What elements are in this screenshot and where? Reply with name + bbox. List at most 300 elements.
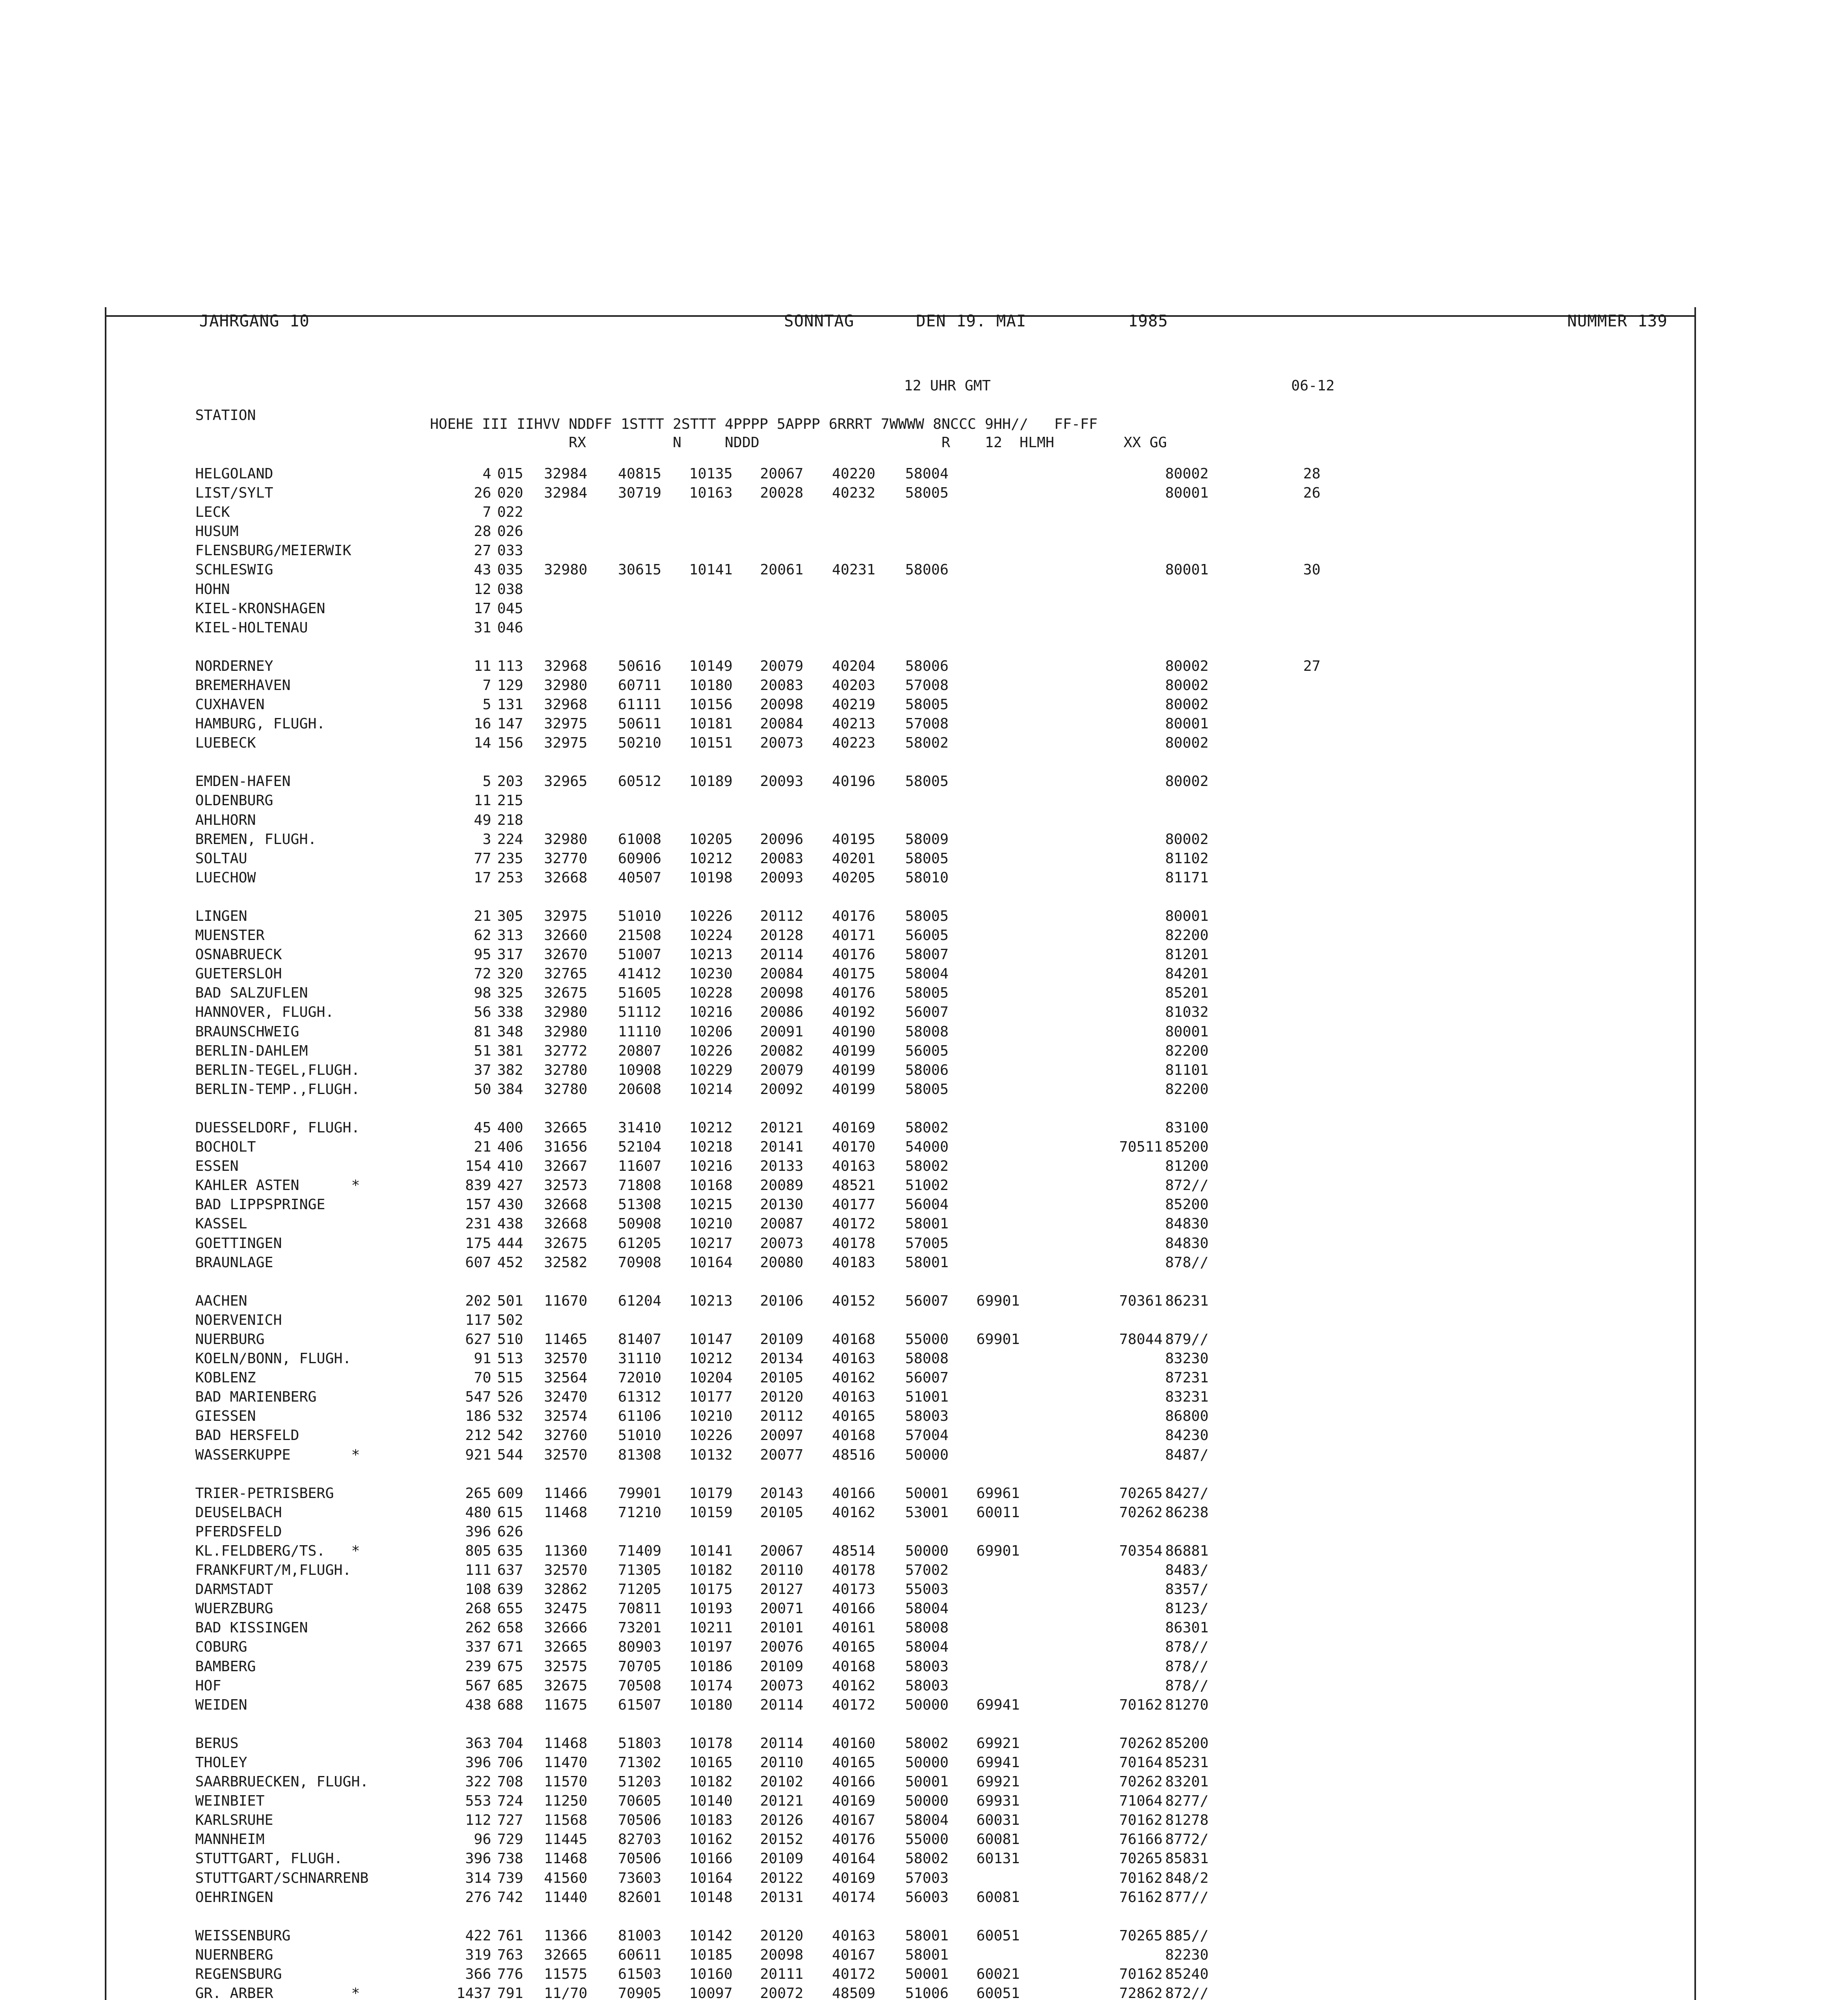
cell-value: 40177 [832, 1196, 876, 1213]
cell-value: 10198 [689, 870, 733, 886]
cell-value: 28 [1303, 466, 1321, 482]
cell-value: 81 [474, 1024, 491, 1040]
cell-value: 58005 [905, 773, 949, 790]
cell-value: 10174 [689, 1678, 733, 1694]
cell-value: 708 [497, 1774, 524, 1790]
cell-value: 81171 [1165, 870, 1209, 886]
cell-value: 727 [497, 1812, 524, 1828]
cell-value: 58005 [905, 696, 949, 713]
cell-value: 82703 [618, 1831, 662, 1848]
cell-value: 60051 [976, 1985, 1020, 2000]
cell-value: 40165 [832, 1754, 876, 1771]
cell-value: 40176 [832, 908, 876, 924]
cell-value: 406 [497, 1139, 524, 1155]
station-name: STUTTGART/SCHNARRENB [195, 1870, 369, 1886]
cell-value: 212 [465, 1427, 491, 1444]
cell-value: 239 [465, 1658, 491, 1675]
cell-value: 69931 [976, 1793, 1020, 1809]
cell-value: 045 [497, 600, 524, 617]
cell-value: 131 [497, 696, 524, 713]
cell-value: 635 [497, 1543, 524, 1559]
cell-value: 20084 [760, 716, 804, 732]
cell-value: 40167 [832, 1812, 876, 1828]
cell-value: 51001 [905, 1389, 949, 1405]
cell-value: 70162 [1119, 1966, 1163, 1982]
cell-value: 81101 [1165, 1062, 1209, 1078]
cell-value: 40163 [832, 1928, 876, 1944]
cell-value: 11468 [544, 1735, 588, 1752]
cell-value: 1437 [456, 1985, 491, 2000]
station-name: EMDEN-HAFEN [195, 773, 291, 790]
cell-value: 20079 [760, 658, 804, 674]
cell-value: 724 [497, 1793, 524, 1809]
cell-value: 40163 [832, 1350, 876, 1367]
cell-value: 20073 [760, 735, 804, 751]
cell-value: 80002 [1165, 735, 1209, 751]
cell-value: 10212 [689, 1120, 733, 1136]
cell-value: 70905 [618, 1985, 662, 2000]
cell-value: 81003 [618, 1928, 662, 1944]
cell-value: 56007 [905, 1370, 949, 1386]
station-name: LINGEN [195, 908, 248, 924]
cell-value: 685 [497, 1678, 524, 1694]
cell-value: 10142 [689, 1928, 733, 1944]
year-label: 1985 [1128, 312, 1168, 330]
cell-value: 20073 [760, 1678, 804, 1694]
cell-value: 58008 [905, 1620, 949, 1636]
station-name: BERLIN-DAHLEM [195, 1043, 308, 1059]
cell-value: 671 [497, 1639, 524, 1655]
cell-value: 96 [474, 1831, 491, 1848]
cell-value: 147 [497, 716, 524, 732]
cell-value: 32968 [544, 658, 588, 674]
cell-value: 51203 [618, 1774, 662, 1790]
cell-value: 396 [465, 1754, 491, 1771]
cell-value: 20101 [760, 1620, 804, 1636]
cell-value: 20120 [760, 1928, 804, 1944]
cell-value: 10147 [689, 1331, 733, 1348]
cell-value: 10178 [689, 1735, 733, 1752]
cell-value: 033 [497, 542, 524, 559]
cell-value: 84230 [1165, 1427, 1209, 1444]
cell-value: 70705 [618, 1658, 662, 1675]
cell-value: 32666 [544, 1620, 588, 1636]
cell-value: 58003 [905, 1658, 949, 1675]
cell-value: 313 [497, 927, 524, 944]
cell-value: 11568 [544, 1812, 588, 1828]
cell-value: 11466 [544, 1485, 588, 1502]
cell-value: 32665 [544, 1639, 588, 1655]
cell-value: 85200 [1165, 1196, 1209, 1213]
cell-value: 81200 [1165, 1158, 1209, 1174]
station-name: ESSEN [195, 1158, 239, 1174]
cell-value: 11575 [544, 1966, 588, 1982]
cell-value: 52104 [618, 1139, 662, 1155]
cell-value: 54000 [905, 1139, 949, 1155]
cell-value: 55000 [905, 1831, 949, 1848]
cell-value: 20098 [760, 696, 804, 713]
cell-value: 69921 [976, 1774, 1020, 1790]
cell-value: 10163 [689, 485, 733, 501]
cell-value: 40190 [832, 1024, 876, 1040]
cell-value: 80001 [1165, 562, 1209, 578]
station-name: REGENSBURG [195, 1966, 282, 1982]
cell-value: 40507 [618, 870, 662, 886]
cell-value: 86800 [1165, 1408, 1209, 1424]
observation-time: 12 UHR GMT [904, 378, 991, 394]
cell-value: 40168 [832, 1331, 876, 1348]
cell-value: 32668 [544, 1196, 588, 1213]
cell-value: 56005 [905, 927, 949, 944]
cell-value: 20092 [760, 1081, 804, 1098]
cell-value: 20098 [760, 1947, 804, 1963]
cell-value: 10151 [689, 735, 733, 751]
cell-value: 58009 [905, 831, 949, 848]
cell-value: 57005 [905, 1235, 949, 1252]
cell-value: 32570 [544, 1447, 588, 1463]
cell-value: 567 [465, 1678, 491, 1694]
cell-value: 11 [474, 792, 491, 809]
cell-value: 40213 [832, 716, 876, 732]
cell-value: 86881 [1165, 1543, 1209, 1559]
cell-value: 32965 [544, 773, 588, 790]
cell-value: 60031 [976, 1812, 1020, 1828]
cell-value: 71210 [618, 1504, 662, 1521]
cell-value: 396 [465, 1524, 491, 1540]
cell-value: 50000 [905, 1754, 949, 1771]
cell-value: 32772 [544, 1043, 588, 1059]
cell-value: 40160 [832, 1735, 876, 1752]
cell-value: 70164 [1119, 1754, 1163, 1771]
cell-value: 32475 [544, 1600, 588, 1617]
cell-value: 10216 [689, 1158, 733, 1174]
cell-value: 10181 [689, 716, 733, 732]
station-name: SAARBRUECKEN, FLUGH. [195, 1774, 369, 1790]
station-name: BAD MARIENBERG [195, 1389, 317, 1405]
cell-value: 704 [497, 1735, 524, 1752]
cell-value: 37 [474, 1062, 491, 1078]
station-name: THOLEY [195, 1754, 248, 1771]
cell-value: 58004 [905, 966, 949, 982]
cell-value: 320 [497, 966, 524, 982]
cell-value: 20807 [618, 1043, 662, 1059]
cell-value: 32570 [544, 1350, 588, 1367]
cell-value: 268 [465, 1600, 491, 1617]
cell-value: 80002 [1165, 658, 1209, 674]
cell-value: 11468 [544, 1850, 588, 1867]
cell-value: 51803 [618, 1735, 662, 1752]
cell-value: 70508 [618, 1678, 662, 1694]
cell-value: 10229 [689, 1062, 733, 1078]
day-label: SONNTAG [784, 312, 854, 330]
cell-value: 58003 [905, 1678, 949, 1694]
cell-value: 87231 [1165, 1370, 1209, 1386]
cell-value: 314 [465, 1870, 491, 1886]
cell-value: 40166 [832, 1774, 876, 1790]
station-name: GOETTINGEN [195, 1235, 282, 1252]
cell-value: 776 [497, 1966, 524, 1982]
cell-value: 20109 [760, 1658, 804, 1675]
cell-value: 58001 [905, 1216, 949, 1232]
cell-value: 81308 [618, 1447, 662, 1463]
cell-value: 31656 [544, 1139, 588, 1155]
cell-value: 60906 [618, 850, 662, 867]
cell-value: 55003 [905, 1581, 949, 1598]
cell-value: 61507 [618, 1697, 662, 1713]
cell-value: 438 [497, 1216, 524, 1232]
cell-value: 21 [474, 908, 491, 924]
cell-value: 40165 [832, 1408, 876, 1424]
cell-value: 17 [474, 870, 491, 886]
cell-value: 40165 [832, 1639, 876, 1655]
header-line-1: HOEHE III IIHVV NDDFF 1STTT 2STTT 4PPPP 5APPP 6RRRT 7WWWW 8NCCC 9HH// FF-FF [430, 416, 1098, 432]
cell-value: 215 [497, 792, 524, 809]
cell-value: 32862 [544, 1581, 588, 1598]
cell-value: 10205 [689, 831, 733, 848]
cell-value: 58010 [905, 870, 949, 886]
cell-value: 45 [474, 1120, 491, 1136]
cell-value: 015 [497, 466, 524, 482]
cell-value: 70162 [1119, 1870, 1163, 1886]
cell-value: 20067 [760, 1543, 804, 1559]
cell-value: 86238 [1165, 1504, 1209, 1521]
cell-value: 20133 [760, 1158, 804, 1174]
cell-value: 10182 [689, 1774, 733, 1790]
cell-value: 422 [465, 1928, 491, 1944]
cell-value: 10097 [689, 1985, 733, 2000]
cell-value: 49 [474, 812, 491, 828]
cell-value: 10175 [689, 1581, 733, 1598]
cell-value: 202 [465, 1293, 491, 1309]
cell-value: 10230 [689, 966, 733, 982]
cell-value: 10186 [689, 1658, 733, 1675]
cell-value: 40161 [832, 1620, 876, 1636]
cell-value: 32984 [544, 466, 588, 482]
cell-value: 58002 [905, 1158, 949, 1174]
cell-value: 58007 [905, 946, 949, 963]
station-name: TRIER-PETRISBERG [195, 1485, 334, 1502]
cell-value: 32980 [544, 677, 588, 694]
cell-value: 20143 [760, 1485, 804, 1502]
station-name: AHLHORN [195, 812, 256, 828]
cell-value: 41560 [544, 1870, 588, 1886]
cell-value: 20109 [760, 1331, 804, 1348]
cell-value: 51002 [905, 1177, 949, 1194]
cell-value: 026 [497, 523, 524, 540]
cell-value: 82200 [1165, 1081, 1209, 1098]
cell-value: 20073 [760, 1235, 804, 1252]
time-range: 06-12 [1291, 378, 1335, 394]
station-name: NUERNBERG [195, 1947, 274, 1963]
cell-value: 72010 [618, 1370, 662, 1386]
cell-value: 381 [497, 1043, 524, 1059]
cell-value: 231 [465, 1216, 491, 1232]
cell-value: 32660 [544, 927, 588, 944]
cell-value: 20061 [760, 562, 804, 578]
cell-value: 10156 [689, 696, 733, 713]
cell-value: 20121 [760, 1120, 804, 1136]
cell-value: 40173 [832, 1581, 876, 1598]
cell-value: 791 [497, 1985, 524, 2000]
cell-value: 20121 [760, 1793, 804, 1809]
cell-value: 885// [1165, 1928, 1209, 1944]
cell-value: 32675 [544, 1678, 588, 1694]
cell-value: 48521 [832, 1177, 876, 1194]
cell-value: 11675 [544, 1697, 588, 1713]
cell-value: 20097 [760, 1427, 804, 1444]
station-name: NUERBURG [195, 1331, 265, 1348]
cell-value: 80002 [1165, 696, 1209, 713]
cell-value: 10180 [689, 677, 733, 694]
cell-value: 10226 [689, 908, 733, 924]
cell-value: 48516 [832, 1447, 876, 1463]
cell-value: 10210 [689, 1408, 733, 1424]
cell-value: 71305 [618, 1562, 662, 1578]
station-name: DEUSELBACH [195, 1504, 282, 1521]
cell-value: 69901 [976, 1543, 1020, 1559]
cell-value: 55000 [905, 1331, 949, 1348]
cell-value: 48514 [832, 1543, 876, 1559]
station-name: CUXHAVEN [195, 696, 265, 713]
cell-value: 10215 [689, 1196, 733, 1213]
cell-value: 70265 [1119, 1850, 1163, 1867]
cell-value: 56005 [905, 1043, 949, 1059]
cell-value: 40166 [832, 1600, 876, 1617]
cell-value: 72 [474, 966, 491, 982]
cell-value: 363 [465, 1735, 491, 1752]
cell-value: 51605 [618, 985, 662, 1001]
cell-value: 58001 [905, 1947, 949, 1963]
cell-value: 70506 [618, 1812, 662, 1828]
cell-value: 26 [1303, 485, 1321, 501]
cell-value: 10197 [689, 1639, 733, 1655]
cell-value: 58005 [905, 1081, 949, 1098]
cell-value: 40172 [832, 1697, 876, 1713]
cell-value: 7 [482, 504, 491, 520]
cell-value: 32675 [544, 985, 588, 1001]
cell-value: 58008 [905, 1350, 949, 1367]
cell-value: 20102 [760, 1774, 804, 1790]
cell-value: 111 [465, 1562, 491, 1578]
header-line-2: RX N NDDD R 12 HLMH XX GG [430, 434, 1167, 451]
station-name: HELGOLAND [195, 466, 274, 482]
cell-value: 40169 [832, 1793, 876, 1809]
cell-value: 58005 [905, 485, 949, 501]
cell-value: 32575 [544, 1658, 588, 1675]
cell-value: 20086 [760, 1004, 804, 1020]
cell-value: 805 [465, 1543, 491, 1559]
station-name: FLENSBURG/MEIERWIK [195, 542, 352, 559]
cell-value: 444 [497, 1235, 524, 1252]
cell-value: 50616 [618, 658, 662, 674]
cell-value: 61106 [618, 1408, 662, 1424]
cell-value: 40162 [832, 1678, 876, 1694]
cell-value: 60081 [976, 1831, 1020, 1848]
cell-value: 51010 [618, 1427, 662, 1444]
cell-value: 32980 [544, 562, 588, 578]
cell-value: 70908 [618, 1254, 662, 1271]
cell-value: 60611 [618, 1947, 662, 1963]
cell-value: 20028 [760, 485, 804, 501]
cell-value: 32665 [544, 1947, 588, 1963]
station-name: AACHEN [195, 1293, 248, 1309]
cell-value: 14 [474, 735, 491, 751]
cell-value: 83231 [1165, 1389, 1209, 1405]
cell-value: 32980 [544, 1004, 588, 1020]
cell-value: 69921 [976, 1735, 1020, 1752]
cell-value: 20127 [760, 1581, 804, 1598]
station-name: BREMEN, FLUGH. [195, 831, 317, 848]
cell-value: 20608 [618, 1081, 662, 1098]
station-column-header: STATION [195, 407, 256, 424]
cell-value: 262 [465, 1620, 491, 1636]
cell-value: 877// [1165, 1889, 1209, 1906]
cell-value: 70262 [1119, 1735, 1163, 1752]
cell-value: 58004 [905, 1639, 949, 1655]
station-name: LECK [195, 504, 230, 520]
cell-value: 20087 [760, 1216, 804, 1232]
cell-value: 58006 [905, 658, 949, 674]
cell-value: 51308 [618, 1196, 662, 1213]
cell-value: 20079 [760, 1062, 804, 1078]
cell-value: 348 [497, 1024, 524, 1040]
cell-value: 32667 [544, 1158, 588, 1174]
cell-value: 91 [474, 1350, 491, 1367]
station-name: KOBLENZ [195, 1370, 256, 1386]
cell-value: 69901 [976, 1331, 1020, 1348]
cell-value: 10908 [618, 1062, 662, 1078]
cell-value: 553 [465, 1793, 491, 1809]
cell-value: 322 [465, 1774, 491, 1790]
cell-value: 70162 [1119, 1812, 1163, 1828]
station-name: OSNABRUECK [195, 946, 282, 963]
cell-value: 40172 [832, 1216, 876, 1232]
cell-value: 57004 [905, 1427, 949, 1444]
cell-value: 98 [474, 985, 491, 1001]
cell-value: 58001 [905, 1254, 949, 1271]
cell-value: 60512 [618, 773, 662, 790]
cell-value: 61312 [618, 1389, 662, 1405]
cell-value: 10189 [689, 773, 733, 790]
code-column-headers [430, 415, 1167, 452]
cell-value: 86301 [1165, 1620, 1209, 1636]
cell-value: 40167 [832, 1947, 876, 1963]
cell-value: 542 [497, 1427, 524, 1444]
cell-value: 40178 [832, 1235, 876, 1252]
cell-value: 658 [497, 1620, 524, 1636]
cell-value: 58005 [905, 850, 949, 867]
cell-value: 50908 [618, 1216, 662, 1232]
jahrgang-label: JAHRGANG 10 [199, 312, 310, 330]
cell-value: 31 [474, 620, 491, 636]
cell-value: 56003 [905, 1889, 949, 1906]
cell-value: 58003 [905, 1408, 949, 1424]
cell-value: 10180 [689, 1697, 733, 1713]
cell-value: 82230 [1165, 1947, 1209, 1963]
cell-value: 921 [465, 1447, 491, 1463]
station-name: BRAUNLAGE [195, 1254, 274, 1271]
station-name: PFERDSFELD [195, 1524, 282, 1540]
cell-value: 57003 [905, 1870, 949, 1886]
cell-value: 10132 [689, 1447, 733, 1463]
cell-value: 58005 [905, 908, 949, 924]
cell-value: 609 [497, 1485, 524, 1502]
station-name: KAHLER ASTEN * [195, 1177, 360, 1194]
station-name: OLDENBURG [195, 792, 274, 809]
cell-value: 154 [465, 1158, 491, 1174]
cell-value: 10210 [689, 1216, 733, 1232]
cell-value: 020 [497, 485, 524, 501]
